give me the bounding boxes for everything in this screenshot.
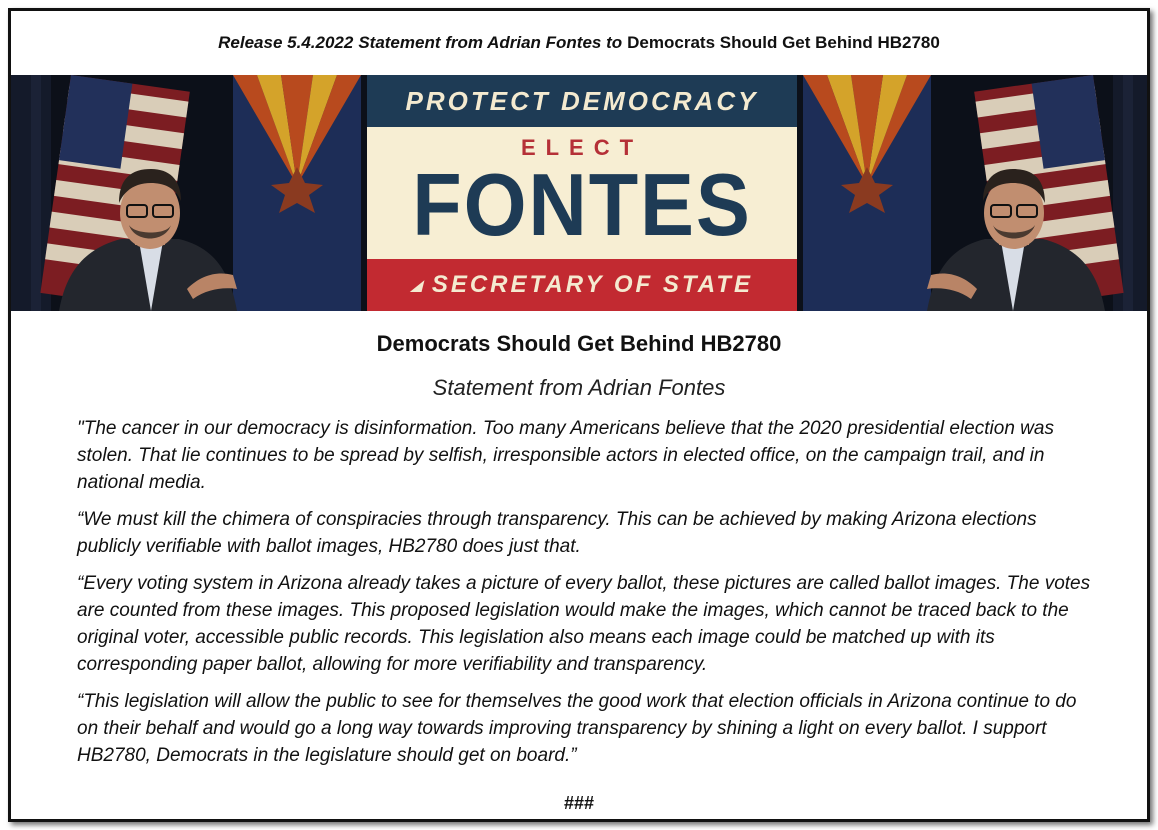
statement-body xyxy=(11,311,1147,819)
arizona-state-icon: ◢ xyxy=(411,276,422,293)
elect-label: ELECT xyxy=(520,135,644,160)
end-mark: ### xyxy=(563,793,595,813)
paragraph: “Every voting system in Arizona already takes a picture of every ballot, these pictures are called ballot images. The votes are counted from these images. This proposed legislation would make the images, which cannot be traced back to the original voter, accessible public records. This legislation also means each image could be matched up with its corresponding paper ballot, allowing for more verifiability and transparency. xyxy=(77,573,1091,675)
page-title: Democrats Should Get Behind HB2780 xyxy=(376,331,782,356)
protect-democracy-band: PROTECT DEMOCRACY xyxy=(367,75,797,127)
paragraph: “We must kill the chimera of conspiracies through transparency. This can be achieved by making Arizona elections publicly verifiable with ballot images, HB2780 does just that. xyxy=(77,509,1037,557)
release-line xyxy=(11,11,1147,75)
candidate-photo-left xyxy=(11,75,367,311)
page-subtitle: Statement from Adrian Fontes xyxy=(432,375,726,400)
office-band xyxy=(367,259,797,311)
paragraph: "The cancer in our democracy is disinformation. Too many Americans believe that the 2020 presidential election was stolen. That lie continues to be spread by selfish, irresponsible actors in elected office, on the campaign trail, and in national media. xyxy=(77,418,1054,493)
document-frame xyxy=(8,8,1150,822)
release-title: Democrats Should Get Behind HB2780 xyxy=(627,33,940,52)
office-label: SECRETARY OF STATE xyxy=(431,271,753,298)
release-statement: Statement from Adrian Fontes to xyxy=(358,33,623,52)
paragraph: “This legislation will allow the public to see for themselves the good work that election officials in Arizona continue to do on their behalf and would go a long way towards improving transparency by shining a light on every ballot. I support HB2780, Democrats in the legislature should get on board.” xyxy=(77,691,1077,766)
statement-paragraphs xyxy=(77,415,1091,779)
campaign-banner xyxy=(11,75,1147,311)
campaign-logo xyxy=(367,75,797,311)
release-prefix: Release 5.4.2022 xyxy=(218,33,354,52)
candidate-photo-right xyxy=(797,75,1147,311)
candidate-name: FONTES xyxy=(412,155,752,254)
